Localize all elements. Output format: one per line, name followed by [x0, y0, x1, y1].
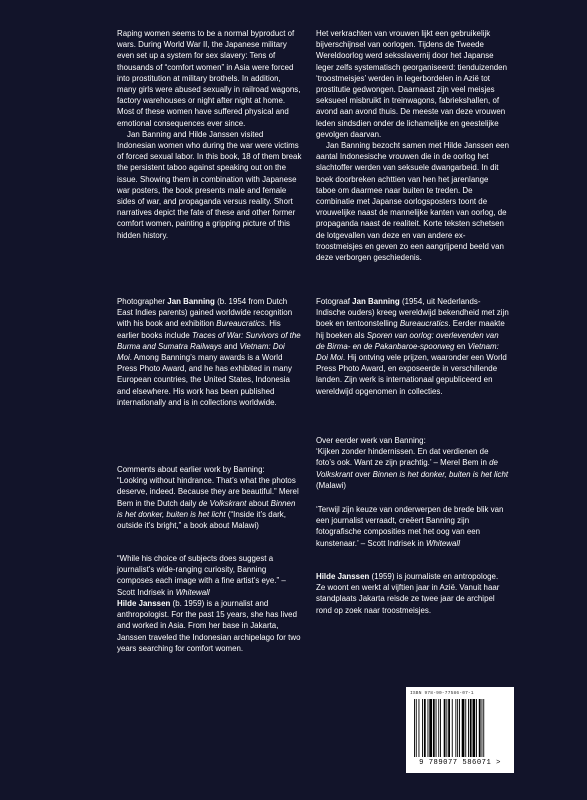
magazine-title: Whitewall: [426, 538, 460, 548]
book-title: Binnen is het donker, buiten is het licht: [117, 498, 296, 519]
barcode-digits: 9 789077 586071 >: [419, 759, 501, 767]
comments-nl: [316, 435, 509, 491]
barcode-bar: [455, 699, 456, 757]
barcode-bar: [448, 699, 450, 757]
newspaper-title: de Volkskrant: [316, 458, 498, 479]
barcode-bar: [446, 699, 447, 757]
bio-text: . Among Banning’s many awards is a World Press Photo Award, and he has exhibited in many European countries, the United States, Indonesia and elsewhere. His work has been published internationally and is in collections worldwide.: [117, 353, 292, 407]
quote-text: over: [352, 469, 373, 479]
bio-text: . Hij ontving vele prijzen, waaronder een World Press Photo Award, en exposeerde in verschillende landen. Zijn werk is internationaal gepubliceerd en wereldwijd opgenomen in collecties.: [316, 353, 507, 396]
bio-text: (1954, uit Nederlands-Indische ouders) kreeg wereldwijd bekendheid met zijn boek en tentoonstelling: [316, 297, 509, 329]
banning-bio-en: [117, 296, 302, 408]
newspaper-title: de Volkskrant: [198, 498, 247, 508]
bio-prefix: Photographer: [117, 297, 168, 306]
barcode-bar: [414, 699, 415, 757]
comments-heading: Comments about earlier work by Banning:: [117, 465, 265, 474]
barcode-bar: [419, 699, 420, 757]
barcode-bar: [483, 699, 484, 757]
comments-heading: Over eerder werk van Banning:: [316, 436, 426, 445]
intro-en: [117, 28, 302, 241]
quote-text: ‘Terwijl zijn keuze van onderwerpen de brede blik van een journalist verraadt, creëert Banning zijn fotografische composities met het oog van een kunstenaar.’ – Scott Indrisek in: [316, 505, 504, 548]
book-title: Sporen van oorlog: overlevenden van de Birma- en de Pakanbaroe-spoorweg: [316, 330, 499, 351]
bio-text: . His earlier books include: [117, 319, 281, 340]
barcode-bar: [440, 699, 441, 757]
quote-text: (Malawi): [316, 480, 346, 490]
quote-text: about: [246, 498, 271, 508]
barcode-bar: [465, 699, 466, 757]
book-title: Bureaucratics: [399, 319, 449, 329]
barcode-bar: [452, 699, 453, 757]
barcode-bar: [444, 699, 446, 757]
barcode-bar: [429, 699, 432, 757]
banning-bio-nl: [316, 296, 509, 397]
photographer-name: Jan Banning: [167, 297, 215, 306]
book-title: Binnen is het donker, buiten is het licht: [372, 469, 509, 479]
barcode-bar: [457, 699, 458, 757]
bio-text: (1959) is journaliste en antropologe. Ze woont en werkt al vijftien jaar in Azië. Vanuit haar standplaats Jakarta reisde ze twee jaar de archipel rond op zoek naar troostmeisjes.: [316, 572, 500, 615]
quote-text: ‘Kijken zonder hindernissen. En dat verdienen de foto’s ook. Want ze zijn prachtig.’ – Merel Bem in: [316, 447, 490, 468]
intro-paragraph-2-nl: Jan Banning bezocht samen met Hilde Janssen een aantal Indonesische vrouwen die in de oorlog het slachtoffer werden van seksuele dwangarbeid. In dit boek doorbreken achttien van hen het jarenlange taboe om daarmee naar buiten te treden. De combinatie met Japanse oorlogsposters toont de vrouwelijke naast de mannelijke kanten van oorlog, de propaganda naast de realiteit. Korte teksten schetsen de lotgevallen van deze en van andere ex-troostmeisjes en geven zo een aangrijpend beeld van deze verborgen geschiedenis.: [316, 141, 509, 263]
intro-nl: [316, 28, 509, 263]
bio-prefix: Fotograaf: [316, 297, 353, 306]
magazine-title: Whitewall: [175, 587, 210, 597]
intro-paragraph-1-en: Raping women seems to be a normal byproduct of wars. During World War II, the Japanese military even set up a system for sex slavery: Tens of thousands of “comfort women” in Asia were forced into prostitution at military brothels. In addition, many girls were abused sexually in railroad wagons, factory warehouses or night after night at home. Most of these women have suffered physical and emotional consequences ever since.: [117, 29, 301, 128]
barcode-bar: [422, 699, 423, 757]
quote-2-nl: [316, 504, 509, 549]
barcode-bar: [479, 699, 481, 757]
barcode-bar: [462, 699, 465, 757]
intro-paragraph-1-nl: Het verkrachten van vrouwen lijkt een gebruikelijk bijverschijnsel van oorlogen. Tijdens de Tweede Wereldoorlog werd seksslavernij door het Japanse leger zelfs systematisch georganiseerd: tienduizenden ‘troostmeisjes’ werden in legerbordelen in Azië tot prostitutie gedwongen. Daarnaast zijn veel meisjes seksueel misbruikt in treinwagons, fabriekshallen, of avond aan avond thuis. De meeste van deze vrouwen leden sindsdien onder de lichamelijke en geestelijke gevolgen daarvan.: [316, 29, 507, 139]
barcode-bar: [433, 699, 435, 757]
author-name: Hilde Janssen: [316, 572, 370, 581]
janssen-bio-nl: [316, 571, 509, 616]
bio-text: (b. 1954 from Dutch East Indies parents) gained worldwide recognition with his book and exhibition: [117, 297, 293, 329]
quote-text: “Looking without hindrance. That’s what the photos deserve, indeed. Because they are beautiful.” Merel Bem in the Dutch daily: [117, 476, 299, 508]
bio-text: and: [221, 341, 240, 351]
photographer-name: Jan Banning: [352, 297, 400, 306]
barcode-bars: [410, 699, 510, 757]
quote-2-en: [117, 553, 302, 598]
barcode-bar: [476, 699, 477, 757]
janssen-bio-en: [117, 598, 302, 654]
barcode-bar: [473, 699, 476, 757]
barcode-bar: [436, 699, 437, 757]
barcode-bar: [438, 699, 439, 757]
quote-text: “While his choice of subjects does suggest a journalist’s wide-ranging curiosity, Banning composes each image with a fine artist’s eye.” – Scott Indrisek in: [117, 554, 286, 597]
author-name: Hilde Janssen: [117, 599, 171, 608]
bio-text: en: [454, 341, 468, 351]
barcode-bar: [416, 699, 417, 757]
barcode-bar: [428, 699, 429, 757]
book-title: Vietnam: Doi Moi: [117, 341, 285, 363]
barcode-bar: [468, 699, 469, 757]
book-title: Vietnam: Doi Moi: [316, 341, 499, 363]
book-title: Bureaucratics: [216, 319, 265, 329]
barcode-bar: [470, 699, 472, 757]
barcode-bar: [482, 699, 483, 757]
book-title: Traces of War: Survivors of the Burma and Sumatra Railways: [117, 330, 301, 351]
comments-en: [117, 464, 302, 531]
bio-text: (b. 1959) is a journalist and anthropologist. For the past 15 years, she has lived and worked in Asia. From her base in Jakarta, Janssen traveled the Indonesian archipelago for two years searching for comfort women.: [117, 599, 301, 653]
quote-text: (“Inside it’s dark, outside it’s bright,” a book about Malawi): [117, 509, 286, 531]
isbn-label: ISBN 978-90-77586-07-1: [410, 691, 474, 696]
intro-paragraph-2-en: Jan Banning and Hilde Janssen visited Indonesian women who during the war were victims of forced sexual labor. In this book, 18 of them break the persistent taboo against speaking out on the issue. Showing them in combination with Japanese war posters, the book presents male and female sides of war, and propaganda versus reality. Short narratives depict the fate of these and other former comfort women, painting a gripping picture of this hidden history.: [117, 129, 302, 240]
barcode-bar: [459, 699, 460, 757]
barcode-bar: [424, 699, 426, 757]
bio-text: . Eerder maakte hij boeken als: [316, 319, 505, 340]
isbn-barcode: [406, 687, 514, 773]
